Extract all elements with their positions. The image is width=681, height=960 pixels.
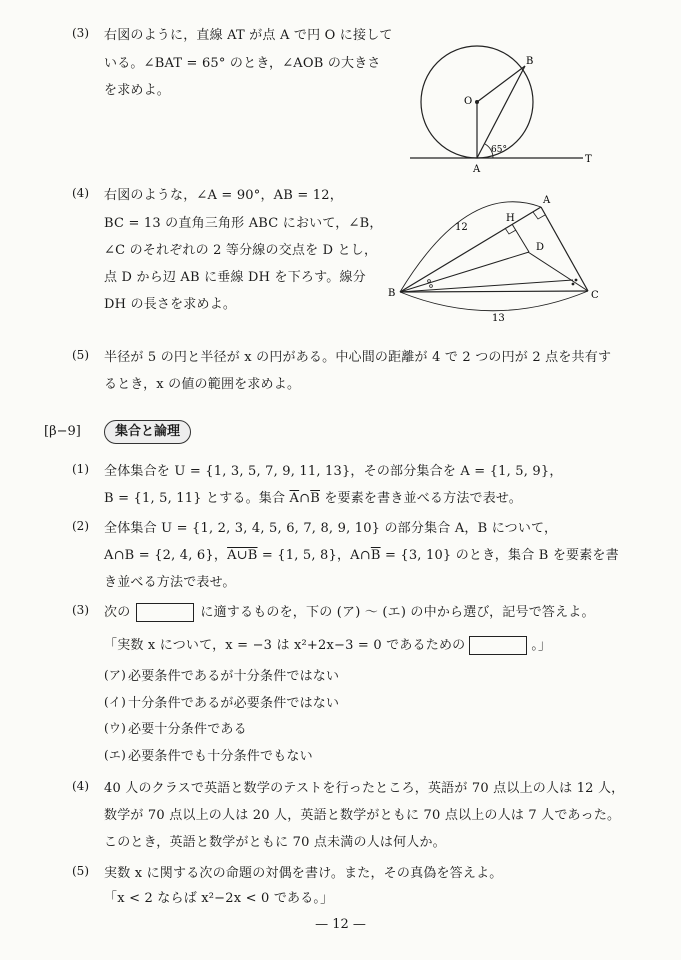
- answer-box: [136, 603, 194, 622]
- option-text: 必要条件であるが十分条件ではない: [128, 669, 340, 684]
- section-code: [β−9]: [44, 424, 81, 439]
- label-13: 13: [492, 313, 505, 324]
- problem-text: 右図のように，直線 AT が点 A で円 O に接して: [104, 28, 393, 43]
- label-b: B: [526, 56, 534, 67]
- problem-text: 全体集合を U = {1, 3, 5, 7, 9, 11, 13}，その部分集合を A = {1, 5, 9}，: [104, 464, 563, 479]
- problem-text: 点 D から辺 AB に垂線 DH を下ろす。線分: [104, 270, 366, 285]
- label-12: 12: [455, 222, 468, 233]
- problem-number: (3): [72, 26, 89, 40]
- problem-text: いる。∠BAT = 65° のとき，∠AOB の大きさ: [104, 56, 381, 71]
- problem-text: DH の長さを求めよ。: [104, 297, 237, 312]
- complement-a: $\overline{A}$: [289, 491, 300, 506]
- problem-text: 次の に適するものを，下の (ア) 〜 (エ) の中から選び，記号で答えよ。: [104, 605, 595, 620]
- problem-text: 半径が 5 の円と半径が x の円がある。中心間の距離が 4 で 2 つの円が 2 点を共有す: [104, 350, 612, 365]
- option-text: 十分条件であるが必要条件ではない: [128, 696, 340, 711]
- label-b: B: [388, 288, 396, 299]
- option-text: 必要条件でも十分条件でもない: [128, 749, 313, 764]
- label-o: O: [464, 96, 473, 107]
- problem-text: A∩B = {2, 4, 6}，A∪B = {1, 5, 8}，$A\cap\overline{B} = \{3$, 10} のとき，集合 B を要素を書: [104, 548, 619, 563]
- option-text: 必要十分条件である: [128, 722, 247, 737]
- label-t: T: [585, 154, 592, 165]
- problem-text: るとき，x の値の範囲を求めよ。: [104, 377, 301, 392]
- problem-number: (5): [72, 864, 89, 878]
- problem-number: (5): [72, 348, 89, 362]
- label-c: C: [591, 290, 599, 301]
- problem-text: 全体集合 U = {1, 2, 3, 4, 5, 6, 7, 8, 9, 10} の部分集合 A，B について，: [104, 521, 558, 536]
- complement-union: A∪B: [227, 548, 258, 563]
- label-d: D: [536, 242, 545, 253]
- problem-text: BC = 13 の直角三角形 ABC において，∠B，: [104, 216, 383, 231]
- problem-text: 実数 x に関する次の命題の対偶を書け。また，その真偽を答えよ。: [104, 866, 503, 881]
- triangle-figure: [388, 190, 618, 325]
- page-number: — 12 —: [315, 917, 366, 932]
- label-a: A: [543, 195, 551, 206]
- label-a: A: [473, 164, 481, 175]
- problem-text: 右図のような，∠A = 90°，AB = 12，: [104, 188, 343, 203]
- complement-b: $\overline{B}$: [370, 548, 381, 563]
- circle-tangent-figure: [405, 40, 605, 180]
- problem-text: 数学が 70 点以上の人は 20 人，英語と数学がともに 70 点以上の人は 7 人であった。: [104, 808, 621, 823]
- angle-label: 65°: [491, 145, 507, 155]
- problem-text: ∠C のそれぞれの 2 等分線の交点を D とし，: [104, 243, 378, 258]
- option-mark: (イ): [104, 695, 126, 709]
- problem-number: (2): [72, 519, 89, 533]
- problem-text: このとき，英語と数学がともに 70 点未満の人は何人か。: [104, 835, 446, 850]
- problem-number: (3): [72, 603, 89, 617]
- section-title: 集合と論理: [104, 420, 191, 444]
- problem-text: を求めよ。: [104, 83, 171, 98]
- problem-text: 「実数 x について，x = −3 は x²+2x−3 = 0 であるための 。」: [104, 638, 552, 653]
- problem-number: (1): [72, 462, 89, 476]
- label-h: H: [506, 213, 515, 224]
- answer-box: [469, 636, 527, 655]
- complement-b: $\overline{B}$: [310, 491, 320, 506]
- problem-text: き並べる方法で表せ。: [104, 575, 236, 590]
- option-mark: (ア): [104, 668, 126, 682]
- problem-number: (4): [72, 779, 89, 793]
- problem-text: 「x < 2 ならば x²−2x < 0 である。」: [104, 891, 334, 906]
- problem-text: B = {1, 5, 11} とする。集合 $\overline{A}\cap\overline{B}$ を要素を書き並べる方法で表せ。: [104, 491, 522, 506]
- problem-text: 40 人のクラスで英語と数学のテストを行ったところ，英語が 70 点以上の人は 12 人，: [104, 781, 625, 796]
- option-mark: (エ): [104, 748, 126, 762]
- problem-number: (4): [72, 186, 89, 200]
- option-mark: (ウ): [104, 721, 126, 735]
